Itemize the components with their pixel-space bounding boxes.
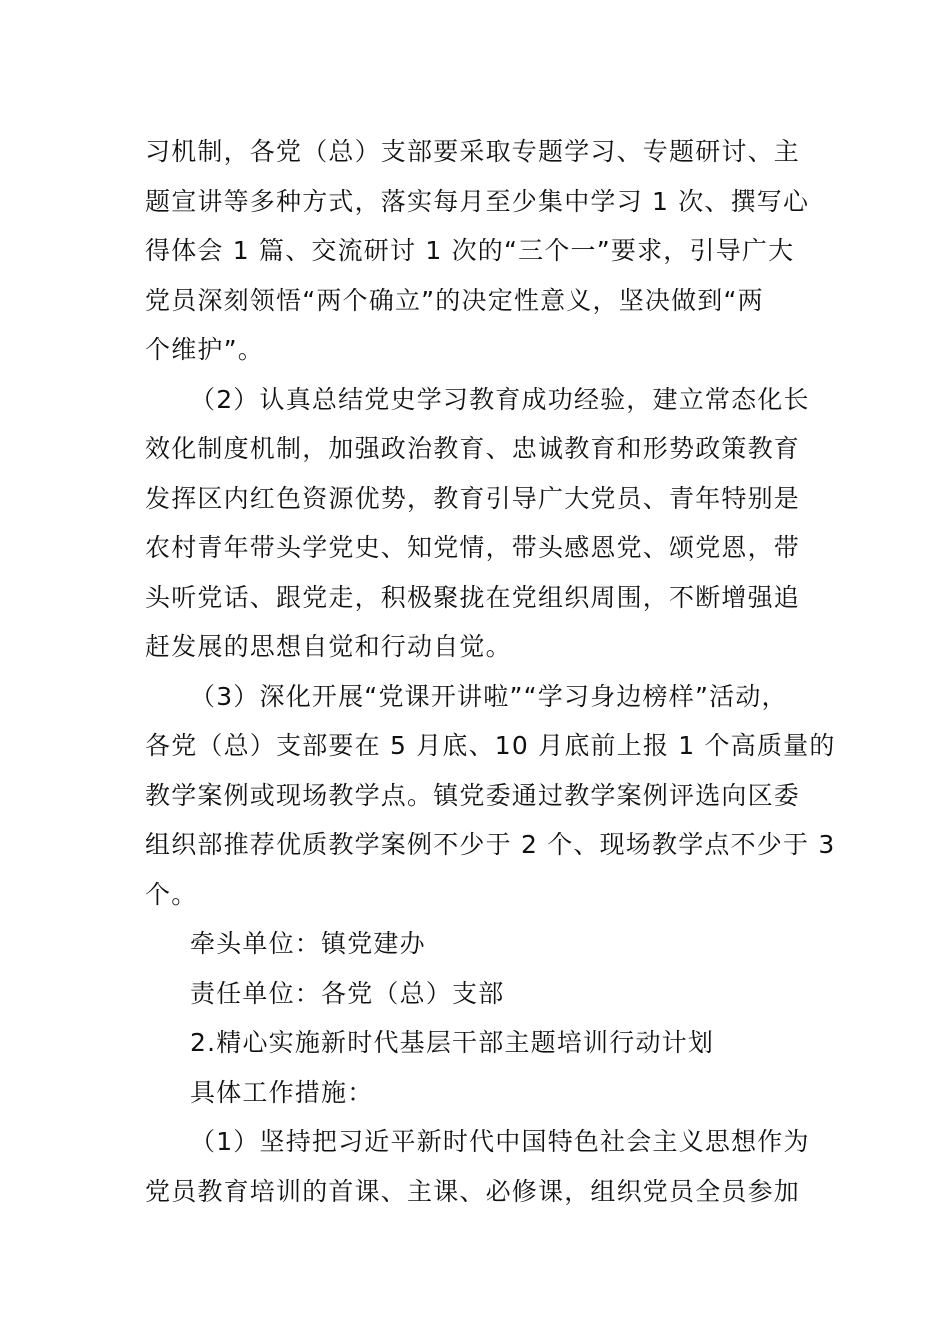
text-line-22: 党员教育培训的首课、主课、必修课，组织党员全员参加 (145, 1176, 801, 1206)
text-line-12: （3）深化开展“党课开讲啦”“学习身边榜样”活动， (190, 681, 788, 711)
text-line-6: （2）认真总结党史学习教育成功经验，建立常态化长 (190, 384, 810, 414)
section-heading-2: 2.精心实施新时代基层干部主题培训行动计划 (190, 1028, 715, 1057)
text-line-9: 农村青年带头学党史、知党情，带头感恩党、颂党恩，带 (145, 533, 801, 562)
text-line-13: 各党（总）支部要在 5 月底、10 月底前上报 1 个高质量的 (145, 731, 836, 760)
document-body (145, 127, 835, 1216)
text-line-8: 发挥区内红色资源优势，教育引导广大党员、青年特别是 (145, 483, 801, 513)
responsible-unit-line: 责任单位：各党（总）支部 (190, 978, 505, 1008)
measures-label: 具体工作措施： (190, 1077, 374, 1107)
text-line-16: 个。 (145, 879, 198, 909)
lead-unit-line: 牵头单位：镇党建办 (190, 929, 426, 958)
text-line-3: 得体会 1 篇、交流研讨 1 次的“三个一”要求，引导广大 (145, 236, 795, 265)
text-line-4: 党员深刻领悟“两个确立”的决定性意义，坚决做到“两 (145, 285, 764, 315)
text-line-2: 题宣讲等多种方式，落实每月至少集中学习 1 次、撰写心 (145, 186, 810, 216)
text-line-21: （1）坚持把习近平新时代中国特色社会主义思想作为 (190, 1127, 810, 1156)
text-line-10: 头听党话、跟党走，积极聚拢在党组织周围，不断增强追 (145, 582, 801, 612)
text-line-11: 赶发展的思想自觉和行动自觉。 (145, 632, 512, 661)
text-line-1: 习机制，各党（总）支部要采取专题学习、专题研讨、主 (145, 137, 801, 166)
text-line-15: 组织部推荐优质教学案例不少于 2 个、现场教学点不少于 3 (145, 830, 836, 859)
text-line-5: 个维护”。 (145, 335, 264, 364)
text-line-7: 效化制度机制，加强政治教育、忠诚教育和形势政策教育 (145, 434, 801, 463)
text-line-14: 教学案例或现场教学点。镇党委通过教学案例评选向区委 (145, 780, 801, 810)
